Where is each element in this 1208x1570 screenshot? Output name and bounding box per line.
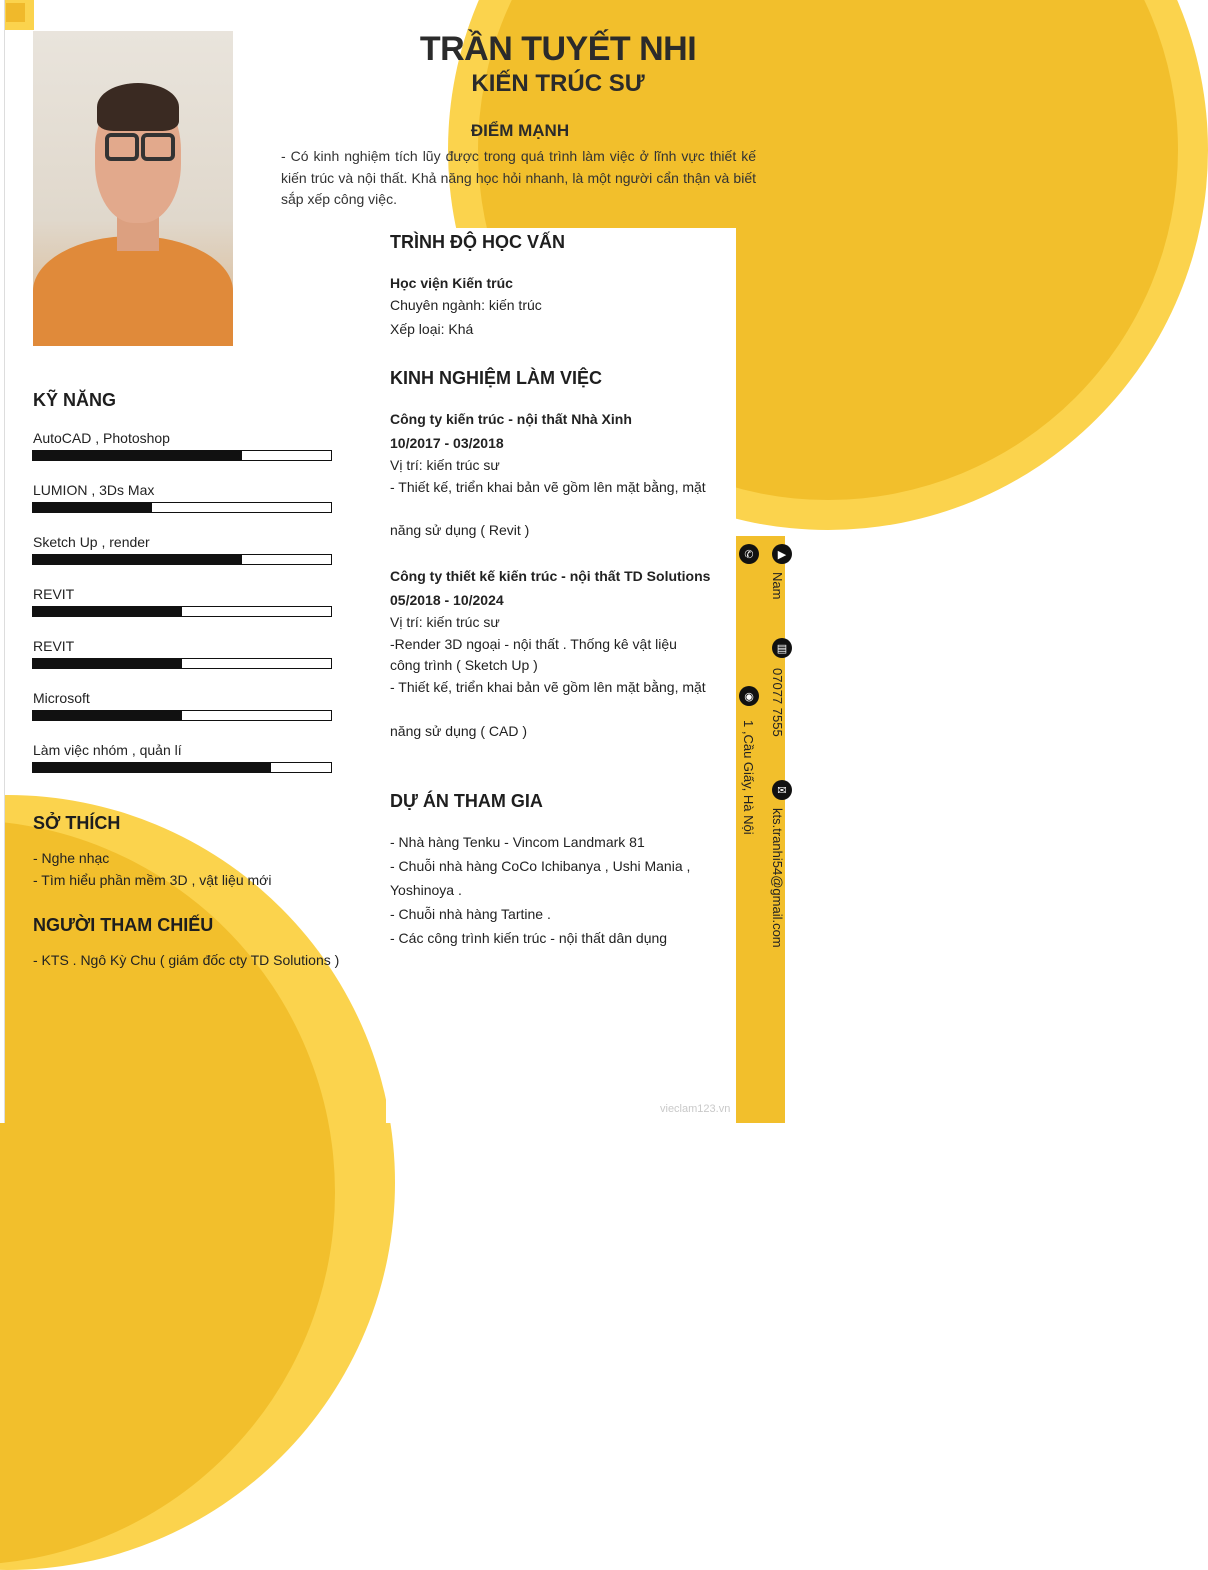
references-title: NGƯỜI THAM CHIẾU [33, 915, 214, 935]
job-description: công trình ( Sketch Up ) [390, 657, 538, 673]
hobby-item: - Nghe nhạc [33, 850, 110, 866]
job-period: 10/2017 - 03/2018 [390, 435, 504, 451]
skill-bar-fill [33, 555, 242, 564]
project-item: - Chuỗi nhà hàng CoCo Ichibanya , Ushi Mania , [390, 858, 691, 874]
job-description: - Thiết kế, triển khai bản vẽ gồm lên mặt bằng, mặt [390, 679, 706, 695]
contact-email-clip [770, 808, 785, 993]
skill-label: REVIT [33, 586, 75, 602]
strengths-text: - Có kinh nghiệm tích lũy được trong quá trình làm việc ở lĩnh vực thiết kế kiến trúc và nội thất. Khả năng học hỏi nhanh, là một người cẩn thận và biết sắp xếp công việc. [281, 148, 756, 207]
decor-corner-inner [6, 3, 25, 22]
skill-bar-fill [33, 503, 152, 512]
eye-icon: ◉ [739, 686, 759, 706]
projects-title: DỰ ÁN THAM GIA [390, 791, 543, 811]
skill-bar [32, 762, 332, 773]
hobbies-title: SỞ THÍCH [33, 813, 121, 833]
skill-bar [32, 606, 332, 617]
skill-bar-fill [33, 659, 182, 668]
candidate-name: TRẦN TUYẾT NHI [419, 30, 697, 68]
contact-gender: Nam [770, 572, 785, 600]
job-description: -Render 3D ngoại - nội thất . Thống kê vật liệu [390, 636, 677, 652]
job-period: 05/2018 - 10/2024 [390, 592, 504, 608]
photo-shirt [33, 236, 233, 346]
photo-hair [97, 83, 179, 131]
skill-bar [32, 450, 332, 461]
candidate-role: KIẾN TRÚC SƯ [471, 70, 645, 97]
project-item: - Các công trình kiến trúc - nội thất dân dụng [390, 930, 668, 946]
contact-address: 1 ,Cầu Giấy, Hà Nội [741, 720, 756, 835]
skill-label: Sketch Up , render [33, 534, 150, 550]
contact-email: kts.tranhi54@gmail.com [770, 808, 785, 948]
job-description: - Thiết kế, triển khai bản vẽ gồm lên mặt bằng, mặt [390, 479, 706, 495]
skill-bar [32, 554, 332, 565]
profile-photo [33, 31, 233, 346]
contact-gender-clip [770, 572, 785, 622]
experience-title: KINH NGHIỆM LÀM VIỆC [390, 368, 603, 388]
job-description: năng sử dụng ( CAD ) [390, 723, 527, 739]
skill-label: LUMION , 3Ds Max [33, 482, 155, 498]
strengths-title: ĐIỂM MẠNH [470, 121, 570, 140]
education-rank: Xếp loại: Khá [390, 321, 474, 337]
skill-label: REVIT [33, 638, 75, 654]
skill-bar [32, 710, 332, 721]
watermark: vieclam123.vn [660, 1103, 731, 1115]
project-item: - Nhà hàng Tenku - Vincom Landmark 81 [390, 834, 645, 850]
skill-label: AutoCAD , Photoshop [33, 430, 170, 446]
skill-label: Làm việc nhóm , quản lí [33, 742, 182, 758]
mask-strip [420, 500, 695, 516]
calendar-icon: ▤ [772, 638, 792, 658]
photo-glasses-right [141, 133, 175, 161]
contact-phone: 07077 7555 [770, 668, 785, 737]
education-title: TRÌNH ĐỘ HỌC VẤN [390, 232, 565, 252]
contact-phone-clip [770, 668, 785, 758]
project-item: Yoshinoya . [390, 882, 462, 898]
skill-bar-fill [33, 711, 182, 720]
play-icon: ▶ [772, 544, 792, 564]
job-position: Vị trí: kiến trúc sư [390, 457, 500, 473]
skill-bar-fill [33, 763, 271, 772]
phone-icon: ✆ [739, 544, 759, 564]
photo-glasses-left [105, 133, 139, 161]
skills-title: KỸ NĂNG [33, 390, 117, 410]
skill-bar [32, 658, 332, 669]
page-edge [0, 0, 5, 1123]
job-description: năng sử dụng ( Revit ) [390, 522, 530, 538]
education-school: Học viện Kiến trúc [390, 275, 513, 291]
skill-bar [32, 502, 332, 513]
mail-icon: ✉ [772, 780, 792, 800]
job-company: Công ty kiến trúc - nội thất Nhà Xinh [390, 411, 632, 427]
job-position: Vị trí: kiến trúc sư [390, 614, 500, 630]
education-major: Chuyên ngành: kiến trúc [390, 297, 542, 313]
skill-bar-fill [33, 607, 182, 616]
reference-item: - KTS . Ngô Kỳ Chu ( giám đốc cty TD Solutions ) [33, 952, 340, 968]
skill-bar-fill [33, 451, 242, 460]
skill-label: Microsoft [33, 690, 90, 706]
job-company: Công ty thiết kế kiến trúc - nội thất TD Solutions [390, 568, 711, 584]
hobby-item: - Tìm hiểu phần mềm 3D , vật liệu mới [33, 872, 272, 888]
project-item: - Chuỗi nhà hàng Tartine . [390, 906, 551, 922]
